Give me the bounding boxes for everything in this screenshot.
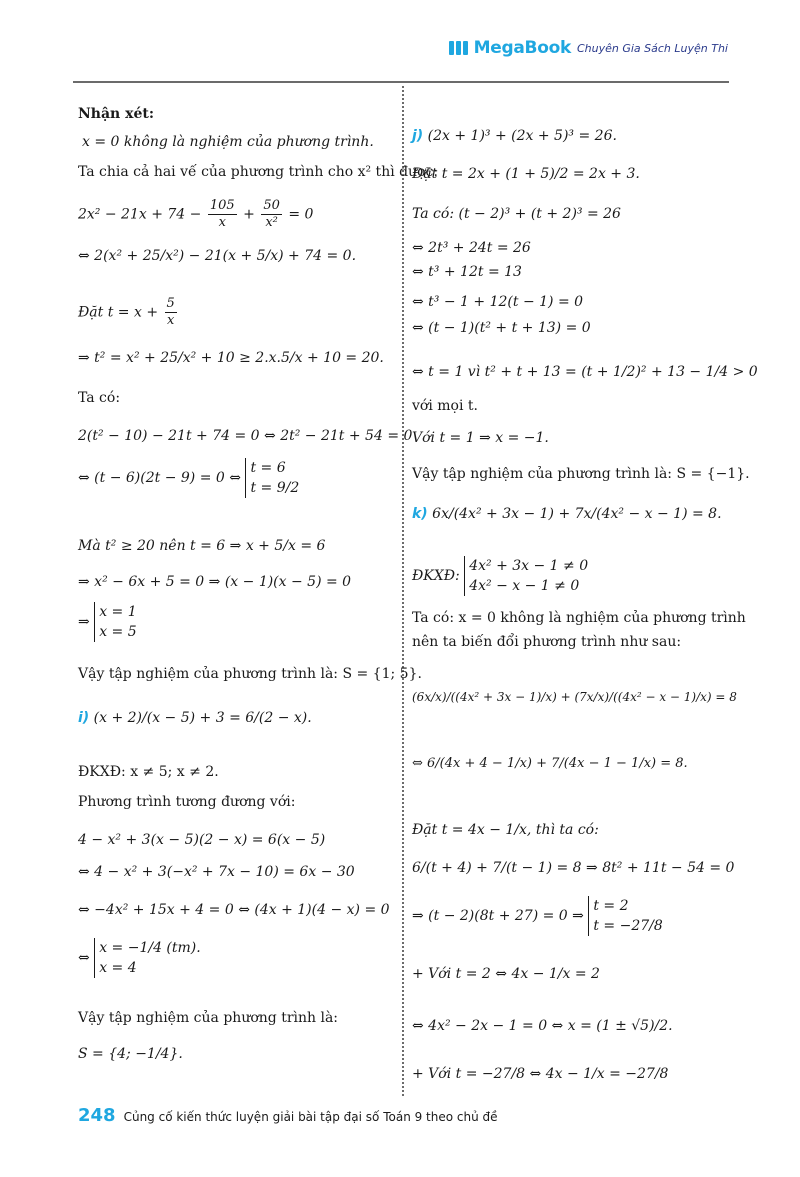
equation-line: ⇔ (t − 1)(t² + t + 13) = 0 xyxy=(412,320,591,336)
equation-line: ⇒ x² − 6x + 5 = 0 ⇒ (x − 1)(x − 5) = 0 xyxy=(78,574,352,590)
equation-line: ⇔ 4x² − 2x − 1 = 0 ⇔ x = (1 ± √5)/2. xyxy=(412,1018,673,1034)
equation-line: 6/(t + 4) + 7/(t − 1) = 8 ⇒ 8t² + 11t − 54 = 0 xyxy=(412,860,735,876)
text-line: nên ta biến đổi phương trình như sau: xyxy=(412,634,682,650)
equation-line: ⇔ 4 − x² + 3(−x² + 7x − 10) = 6x − 30 xyxy=(78,864,355,880)
equation-line: Đặt t = x + $\frac{5}{x}$ xyxy=(78,296,175,328)
text-line: Ta có: xyxy=(78,390,121,406)
equation-line: + Với t = 2 ⇔ 4x − 1/x = 2 xyxy=(412,966,600,982)
text-line: Ta chia cả hai vế của phương trình cho x² thì được: xyxy=(78,164,439,180)
equation-line: S = {4; −1/4}. xyxy=(78,1046,183,1062)
equation-line: Ta có: (t − 2)³ + (t + 2)³ = 26 xyxy=(412,206,621,222)
equation-line: ĐKXĐ: 4x² + 3x − 1 ≠ 0 4x² − x − 1 ≠ 0 xyxy=(412,558,589,594)
book-title: Củng cố kiến thức luyện giải bài tập đại số Toán 9 theo chủ đề xyxy=(123,1110,498,1124)
brand-logo-icon xyxy=(449,41,468,55)
problem-j: j) (2x + 1)³ + (2x + 5)³ = 26. xyxy=(412,128,617,144)
equation-line: 4 − x² + 3(x − 5)(2 − x) = 6(x − 5) xyxy=(78,832,326,848)
equation-line: ⇔ 2t³ + 24t = 26 xyxy=(412,240,531,256)
equation-line: 2x² − 21x + 74 − $\frac{105}{x}$ + $\frac{50}{\text{x²}}$ = 0 xyxy=(78,198,314,230)
page-number: 248 xyxy=(78,1105,116,1126)
brand-tagline: Chuyên Gia Sách Luyện Thi xyxy=(576,41,728,55)
column-divider xyxy=(402,86,404,1096)
text-line: với mọi t. xyxy=(412,398,478,414)
equation-line: ⇒ t² = x² + 25/x² + 10 ≥ 2.x.5/x + 10 = 20. xyxy=(78,350,384,366)
footer xyxy=(78,1105,498,1126)
equation-line: ⇔ 6/(4x + 4 − 1/x) + 7/(4x − 1 − 1/x) = 8. xyxy=(412,756,688,771)
equation-line: ⇔ t³ + 12t = 13 xyxy=(412,264,522,280)
brand-name: MegaBook xyxy=(473,38,571,58)
equation-line: ⇔ (t − 6)(2t − 9) = 0 ⇔ t = 6 t = 9/2 xyxy=(78,460,300,496)
problem-i: i) (x + 2)/(x − 5) + 3 = 6/(2 − x). xyxy=(78,710,312,726)
text-line: Phương trình tương đương với: xyxy=(78,794,296,810)
equation-line: ⇔ t = 1 vì t² + t + 13 = (t + 1/2)² + 13 − 1/4 > 0 xyxy=(412,364,758,380)
equation-line: Đặt t = 2x + (1 + 5)/2 = 2x + 3. xyxy=(412,166,640,182)
text-line: Vậy tập nghiệm của phương trình là: xyxy=(78,1010,339,1026)
text-line: Vậy tập nghiệm của phương trình là: S = {1; 5}. xyxy=(78,666,422,682)
equation-line: ⇔ −4x² + 15x + 4 = 0 ⇔ (4x + 1)(4 − x) = 0 xyxy=(78,902,390,918)
equation-line: Với t = 1 ⇒ x = −1. xyxy=(412,430,549,446)
equation-line: ⇒ x = 1 x = 5 xyxy=(78,604,137,640)
equation-line: Mà t² ≥ 20 nên t = 6 ⇒ x + 5/x = 6 xyxy=(78,538,326,554)
text-line: x = 0 không là nghiệm của phương trình. xyxy=(82,134,374,150)
equation-line: ⇒ (t − 2)(8t + 27) = 0 ⇒ t = 2 t = −27/8 xyxy=(412,898,663,934)
text-line: Vậy tập nghiệm của phương trình là: S = {−1}. xyxy=(412,466,750,482)
equation-line: Đặt t = 4x − 1/x, thì ta có: xyxy=(412,822,599,838)
text-line: ĐKXĐ: x ≠ 5; x ≠ 2. xyxy=(78,764,219,780)
equation-line: ⇔ x = −1/4 (tm). x = 4 xyxy=(78,940,201,976)
header-rule xyxy=(73,81,729,83)
equation-line: ⇔ 2(x² + 25/x²) − 21(x + 5/x) + 74 = 0. xyxy=(78,248,357,264)
problem-k: k) 6x/(4x² + 3x − 1) + 7x/(4x² − x − 1) = 8. xyxy=(412,506,722,522)
remark-heading: Nhận xét: xyxy=(78,106,154,122)
equation-line: (6x/x)/((4x² + 3x − 1)/x) + (7x/x)/((4x² − x − 1)/x) = 8 xyxy=(412,690,737,704)
equation-line: ⇔ t³ − 1 + 12(t − 1) = 0 xyxy=(412,294,584,310)
header-brand xyxy=(449,38,728,58)
equation-line: 2(t² − 10) − 21t + 74 = 0 ⇔ 2t² − 21t + 54 = 0 xyxy=(78,428,413,444)
text-line: Ta có: x = 0 không là nghiệm của phương trình xyxy=(412,610,746,626)
equation-line: + Với t = −27/8 ⇔ 4x − 1/x = −27/8 xyxy=(412,1066,669,1082)
